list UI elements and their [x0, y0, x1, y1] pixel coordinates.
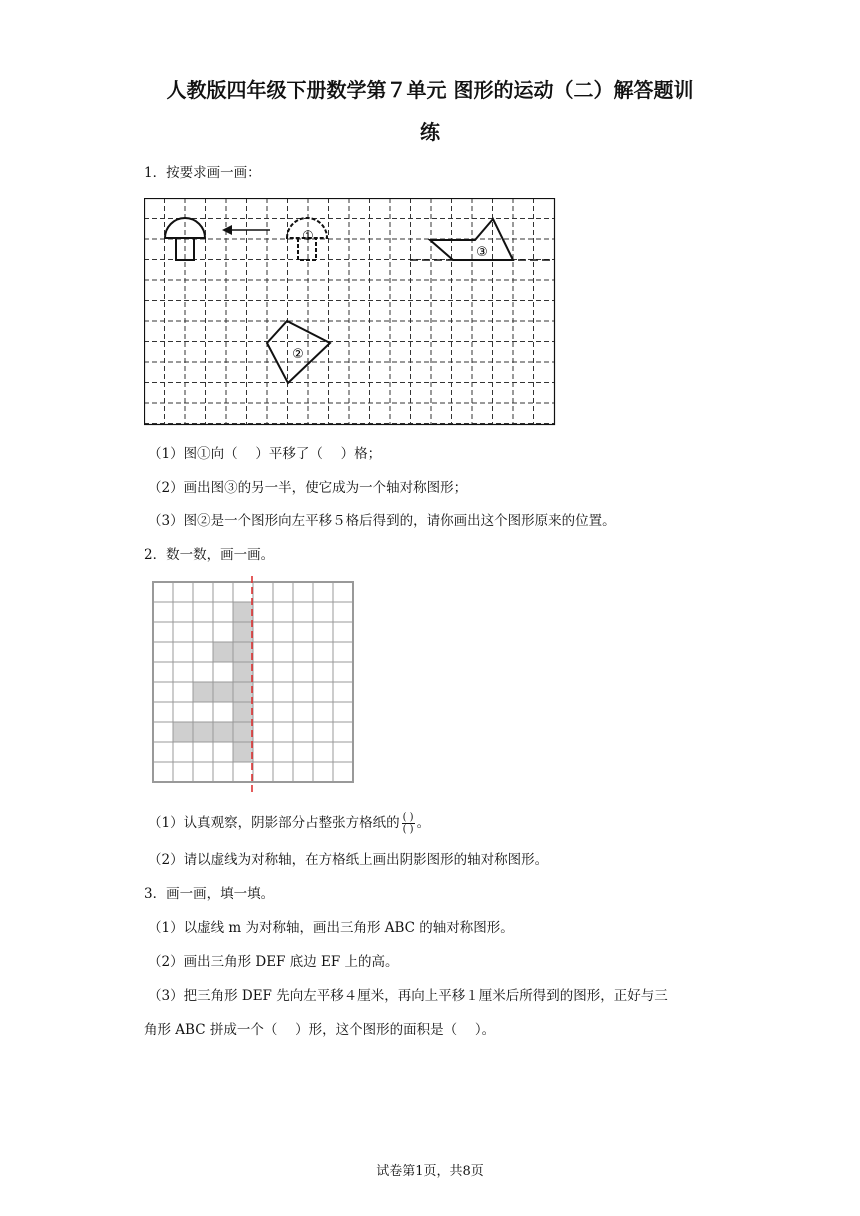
q1-sub1: （1）图①向（ ）平移了（ ）格； — [148, 446, 382, 462]
fraction-denominator[interactable]: ( ) — [402, 824, 414, 835]
shaded-cell — [233, 722, 253, 742]
shaded-cell — [233, 702, 253, 722]
q2-sub2: （2）请以虚线为对称轴，在方格纸上画出阴影图形的轴对称图形。 — [148, 852, 549, 868]
shaded-cell — [193, 682, 213, 702]
figure-3-label: ③ — [476, 245, 488, 260]
shaded-cell — [233, 602, 253, 622]
shaded-cell — [233, 642, 253, 662]
q1-grid-figure — [144, 198, 556, 426]
arrow-head — [222, 225, 232, 235]
shaded-cell — [233, 682, 253, 702]
shaded-cell — [173, 722, 193, 742]
shaded-cell — [233, 622, 253, 642]
question-1-heading: 1．按要求画一画： — [144, 165, 261, 181]
q1-sub2: （2）画出图③的另一半，使它成为一个轴对称图形； — [148, 480, 468, 496]
page-title-continued: 练 — [420, 120, 440, 144]
shaded-cell — [213, 722, 233, 742]
fraction-numerator[interactable]: ( ) — [402, 812, 414, 823]
q2-sub1-text: （1）认真观察，阴影部分占整张方格纸的 — [148, 815, 400, 831]
fraction-blank — [402, 812, 415, 835]
q2-sub1-end: 。 — [416, 815, 431, 831]
q3-sub3-line1: （3）把三角形 DEF 先向左平移４厘米，再向上平移１厘米后所得到的图形，正好与三 — [148, 988, 668, 1004]
q3-sub1: （1）以虚线 m 为对称轴，画出三角形 ABC 的轴对称图形。 — [148, 920, 514, 936]
question-3-heading: 3．画一画，填一填。 — [144, 886, 275, 902]
shaded-cell — [213, 682, 233, 702]
shaded-cell — [233, 662, 253, 682]
shaded-cell — [213, 642, 233, 662]
q2-sub1 — [148, 812, 430, 835]
q2-grid-figure — [150, 576, 358, 796]
q1-sub3: （3）图②是一个图形向左平移５格后得到的，请你画出这个图形原来的位置。 — [148, 513, 616, 529]
shaded-cell — [233, 742, 253, 762]
shaded-cell — [193, 722, 213, 742]
figure-2-label: ② — [292, 347, 304, 362]
q3-sub3-line2: 角形 ABC 拼成一个（ ）形，这个图形的面积是（ ）。 — [144, 1022, 496, 1038]
page-footer: 试卷第1页，共8页 — [376, 1164, 484, 1179]
question-2-heading: 2．数一数，画一画。 — [144, 547, 275, 563]
q3-sub2: （2）画出三角形 DEF 底边 EF 上的高。 — [148, 954, 399, 970]
figure-1-label: ① — [302, 229, 314, 244]
page-title: 人教版四年级下册数学第７单元 图形的运动（二）解答题训 — [166, 78, 694, 102]
